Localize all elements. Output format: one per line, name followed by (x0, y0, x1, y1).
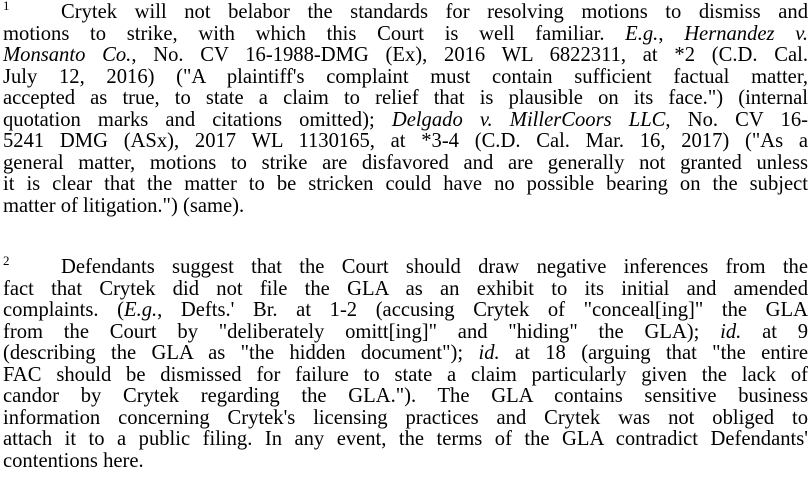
footnote-body (3, 257, 808, 472)
footnote-marker: 2 (3, 253, 10, 268)
footnote-body (3, 2, 808, 217)
italic-citation: Delgado v. MillerCoors LLC (391, 108, 666, 131)
text-line: accepted as true, to state a claim to relief that is plausible on its face.") (internal (3, 87, 808, 109)
text-line: fact that Crytek did not file the GLA as an exhibit to its initial and amended (3, 277, 808, 300)
text-line: from the Court by "deliberately omitt[ing]" and "hiding" the GLA); id. at 9 (3, 320, 808, 343)
footnote-2 (3, 253, 808, 472)
text-line: it is clear that the matter to be stricken could have no possible bearing on the subject (3, 173, 808, 195)
text-line: Defendants suggest that the Court should draw negative inferences from the (61, 256, 808, 278)
text-line: contentions here. (3, 449, 144, 472)
text-line: general matter, motions to strike are disfavored and are generally not granted unless (3, 151, 808, 174)
italic-citation: Hernandez v. (684, 22, 809, 45)
text-line: candor by Crytek regarding the GLA."). The GLA contains sensitive business (3, 385, 808, 407)
footnote-1 (3, 2, 808, 217)
text-line: attach it to a public filing. In any event, the terms of the GLA contradict Defendants' (3, 428, 808, 450)
text-line: Monsanto Co., No. CV 16-1988-DMG (Ex), 2016 WL 6822311, at *2 (C.D. Cal. (3, 44, 808, 66)
italic-citation: id. (720, 320, 742, 343)
footnote-marker: 1 (3, 0, 10, 13)
text-line: quotation marks and citations omitted); Delgado v. MillerCoors LLC, No. CV 16- (3, 108, 808, 131)
text-line: 5241 DMG (ASx), 2017 WL 1130165, at *3-4 (C.D. Cal. Mar. 16, 2017) ("As a (3, 130, 808, 152)
italic-citation: E.g. (123, 299, 158, 321)
italic-citation: id. (478, 342, 500, 364)
text-line: FAC should be dismissed for failure to state a claim particularly given the lack of (3, 363, 808, 386)
text-line: (describing the GLA as "the hidden document"); id. at 18 (arguing that "the entire (3, 342, 808, 364)
text-line: complaints. (E.g., Defts.' Br. at 1-2 (accusing Crytek of "conceal[ing]" the GLA (3, 299, 808, 321)
italic-citation: Monsanto Co. (3, 44, 132, 66)
text-line: Crytek will not belabor the standards for resolving motions to dismiss and (61, 1, 808, 23)
text-line: July 12, 2016) ("A plaintiff's complaint must contain sufficient factual matter, (3, 65, 808, 88)
text-line: matter of litigation.") (same). (3, 194, 245, 217)
italic-citation: E.g. (625, 22, 659, 45)
text-line: motions to strike, with which this Court is well familiar. E.g., Hernandez v. (3, 22, 809, 45)
text-line: information concerning Crytek's licensing practices and Crytek was not obliged to (3, 406, 808, 429)
